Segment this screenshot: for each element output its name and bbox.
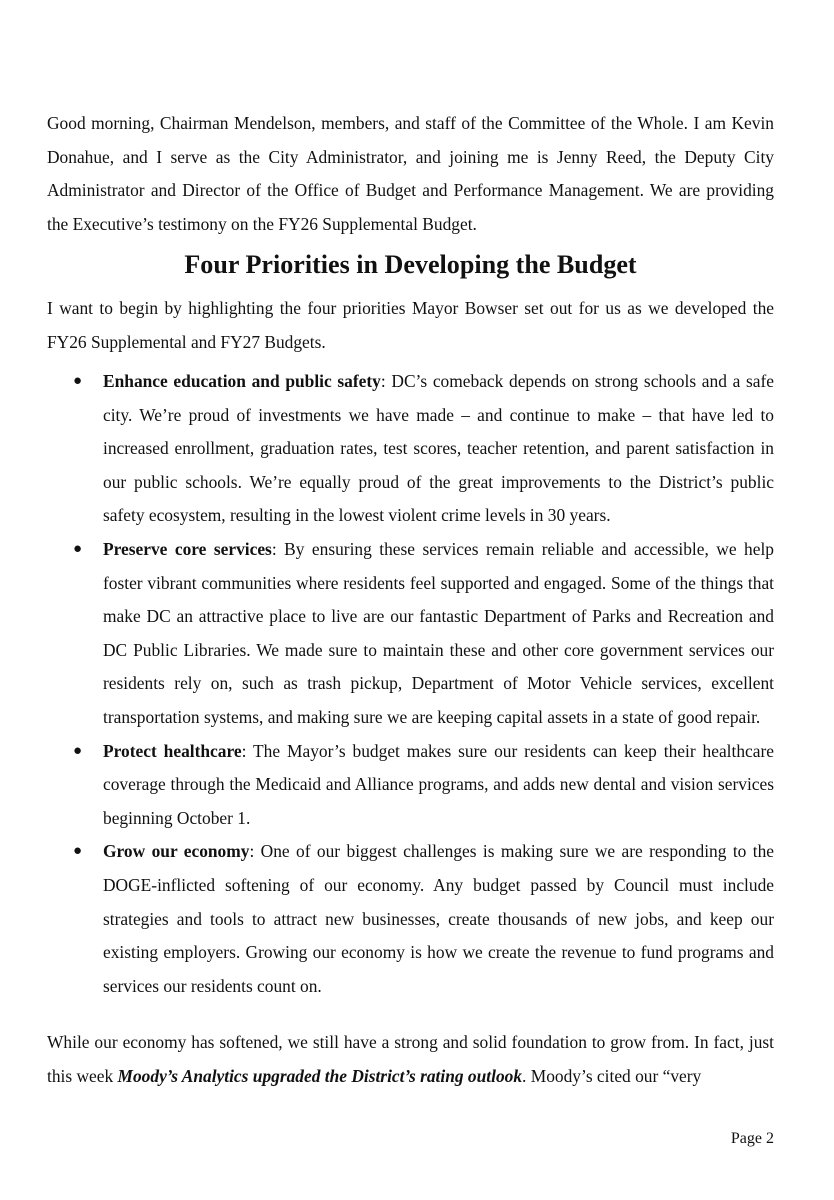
page-number: Page 2	[730, 1130, 774, 1147]
intro-paragraph: Good morning, Chairman Mendelson, members, and staff of the Committee of the Whole. I am Kevin Donahue, and I serve as the City Administrator, and joining me is Jenny Reed, the Deputy City Administrator and Director of the Office of Budget and Performance Management. We are providing the Executive’s testimony on the FY26 Supplemental Budget.	[47, 113, 774, 234]
priority-title: Enhance education and public safety	[103, 371, 381, 391]
bullet-icon: ●	[73, 373, 83, 389]
priority-title: Preserve core services	[103, 538, 272, 559]
priority-item-economy	[47, 835, 774, 1003]
priority-item-healthcare	[47, 735, 774, 836]
bullet-icon: ●	[73, 540, 83, 557]
priority-text: : The Mayor’s budget makes sure our residents can keep their healthcare coverage through the Medicaid and Alliance programs, and adds new dental and vision services beginning October 1.	[103, 740, 774, 828]
bullet-icon: ●	[73, 742, 83, 759]
priority-text: : DC’s comeback depends on strong schools and a safe city. We’re proud of investments we have made – and continue to make – that have led to increased enrollment, graduation rates, test scores, teacher retention, and parent satisfaction in our public schools. We’re equally proud of the great improvements to the District’s public safety ecosystem, resulting in the lowest violent crime levels in 30 years.	[103, 371, 774, 526]
lead-in-paragraph: I want to begin by highlighting the four priorities Mayor Bowser set out for us as we developed the FY26 Supplemental and FY27 Budgets.	[47, 298, 774, 352]
bullet-icon: ●	[73, 843, 83, 860]
priorities-list	[47, 365, 774, 1003]
closing-text-after: . Moody’s cited our “very	[522, 1065, 702, 1086]
priority-item-education-safety	[47, 365, 774, 533]
priority-title: Protect healthcare	[103, 740, 242, 761]
priority-text: : One of our biggest challenges is making sure we are responding to the DOGE-inflicted softening of our economy. Any budget passed by Council must include strategies and tools to attract new businesses, create thousands of new jobs, and keep our existing employers. Growing our economy is how we create the revenue to fund programs and services our residents count on.	[103, 841, 774, 996]
priority-text: : By ensuring these services remain reliable and accessible, we help foster vibrant communities where residents feel supported and engaged. Some of the things that make DC an attractive place to live are our fantastic Department of Parks and Recreation and DC Public Libraries. We made sure to maintain these and other core government services our residents rely on, such as trash pickup, Department of Motor Vehicle services, excellent transportation systems, and making sure we are keeping capital assets in a state of good repair.	[103, 538, 774, 727]
section-heading: Four Priorities in Developing the Budget	[184, 250, 637, 279]
priority-title: Grow our economy	[103, 841, 250, 862]
closing-paragraph	[47, 1026, 774, 1093]
closing-emphasis: Moody’s Analytics upgraded the District’s rating outlook	[117, 1065, 523, 1086]
closing-text-before: While our economy has softened, we still have a strong and solid foundation to grow from. In fact, just this week	[47, 1032, 774, 1086]
priority-item-core-services	[47, 533, 774, 735]
